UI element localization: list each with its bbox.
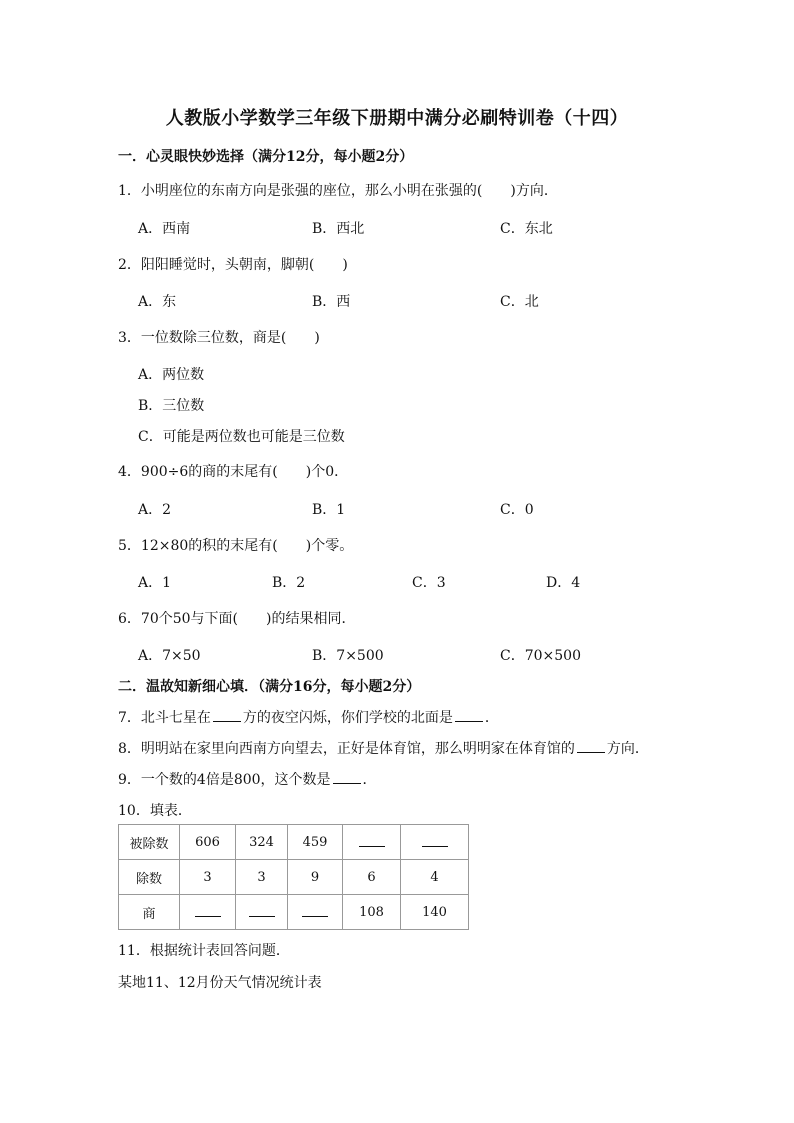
question-2-option-c: C．北: [500, 294, 539, 310]
question-5-option-a: A．1: [138, 575, 172, 591]
page-title: 人教版小学数学三年级下册期中满分必刷特训卷（十四）: [165, 108, 629, 129]
table-cell-blank[interactable]: [180, 895, 236, 930]
table-row-divisor: [119, 860, 469, 895]
table-cell-blank[interactable]: [401, 825, 469, 860]
answer-blank[interactable]: [359, 834, 385, 847]
question-4-stem: 4．900÷6的商的末尾有( )个0．: [118, 464, 349, 480]
answer-blank[interactable]: [302, 904, 328, 917]
question-3-stem: 3．一位数除三位数，商是( ): [118, 330, 320, 346]
question-8: [118, 738, 649, 758]
question-6-option-c: C．70×500: [500, 648, 581, 664]
question-6-stem: 6．70个50与下面( )的结果相同．: [118, 611, 356, 627]
table-cell: 324: [236, 825, 288, 860]
question-7-text-2: 方的夜空闪烁，你们学校的北面是: [242, 710, 453, 726]
table-cell: 6: [343, 860, 401, 895]
table-cell: 459: [288, 825, 343, 860]
question-1-option-a: A．西南: [138, 221, 191, 237]
table-cell: 除数: [119, 860, 180, 895]
question-10-stem: 10．填表．: [118, 803, 192, 819]
question-7-text-1: 7．北斗七星在: [118, 710, 211, 726]
question-3-option-a: A．两位数: [138, 367, 205, 383]
question-9-text-1: 9．一个数的4倍是800，这个数是: [118, 772, 331, 788]
question-2-option-a: A．东: [138, 294, 177, 310]
division-table: [118, 824, 469, 930]
question-7: [118, 707, 499, 727]
question-8-text-1: 8．明明站在家里向西南方向望去，正好是体育馆，那么明明家在体育馆的: [118, 741, 575, 757]
question-9-text-2: ．: [362, 772, 377, 788]
question-4-option-a: A．2: [138, 502, 172, 518]
question-5-option-c: C．3: [412, 575, 446, 591]
question-2-stem: 2．阳阳睡觉时，头朝南，脚朝( ): [118, 257, 348, 273]
answer-blank[interactable]: [333, 769, 361, 784]
table-cell-blank[interactable]: [343, 825, 401, 860]
question-2-option-b: B．西: [312, 294, 351, 310]
table-cell-blank[interactable]: [236, 895, 288, 930]
question-5-option-d: D．4: [546, 575, 581, 591]
table-cell: 140: [401, 895, 469, 930]
table-cell: 商: [119, 895, 180, 930]
question-3-option-b: B．三位数: [138, 398, 205, 414]
answer-blank[interactable]: [195, 904, 221, 917]
question-4-option-c: C．0: [500, 502, 534, 518]
section-1-heading: 一．心灵眼快妙选择（满分12分，每小题2分）: [118, 149, 414, 165]
section-2-heading: 二．温故知新细心填．（满分16分，每小题2分）: [118, 679, 421, 695]
answer-blank[interactable]: [455, 707, 483, 722]
table-cell: 3: [180, 860, 236, 895]
answer-blank[interactable]: [213, 707, 241, 722]
question-1-stem: 1．小明座位的东南方向是张强的座位，那么小明在张强的( )方向．: [118, 183, 558, 199]
question-7-text-3: ．: [484, 710, 499, 726]
table-cell: 9: [288, 860, 343, 895]
question-4-option-b: B．1: [312, 502, 346, 518]
question-11-stem: 11．根据统计表回答问题．: [118, 943, 290, 959]
question-1-option-b: B．西北: [312, 221, 365, 237]
table-caption: 某地11、12月份天气情况统计表: [118, 975, 322, 991]
question-1-option-c: C．东北: [500, 221, 553, 237]
table-cell: 被除数: [119, 825, 180, 860]
answer-blank[interactable]: [577, 738, 605, 753]
table-row-dividend: [119, 825, 469, 860]
question-5-stem: 5．12×80的积的末尾有( )个零。: [118, 538, 354, 554]
answer-blank[interactable]: [422, 834, 448, 847]
question-9: [118, 769, 377, 789]
table-cell-blank[interactable]: [288, 895, 343, 930]
question-3-option-c: C．可能是两位数也可能是三位数: [138, 429, 345, 445]
question-6-option-a: A．7×50: [138, 648, 201, 664]
question-5-option-b: B．2: [272, 575, 306, 591]
question-8-text-2: 方向．: [606, 741, 649, 757]
table-cell: 108: [343, 895, 401, 930]
question-6-option-b: B．7×500: [312, 648, 384, 664]
table-cell: 4: [401, 860, 469, 895]
table-cell: 606: [180, 825, 236, 860]
table-row-quotient: [119, 895, 469, 930]
answer-blank[interactable]: [249, 904, 275, 917]
table-cell: 3: [236, 860, 288, 895]
